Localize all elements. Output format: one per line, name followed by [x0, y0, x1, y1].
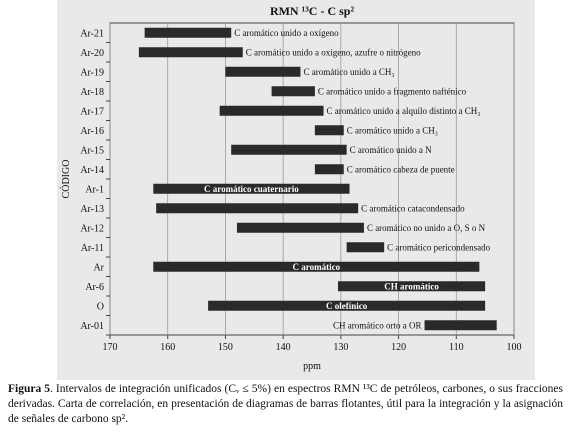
bar-label: C aromático cuaternario [203, 183, 299, 194]
bar-label: C aromático unido a CH₃ [303, 66, 395, 77]
y-tick-label: Ar-13 [80, 203, 104, 215]
range-bar [315, 164, 344, 174]
range-bar [220, 106, 324, 116]
range-bar [347, 242, 385, 252]
figure-caption [8, 382, 563, 427]
y-tick-label: Ar [93, 262, 104, 274]
y-tick-label: Ar-15 [80, 145, 104, 157]
bar-label: C aromático [292, 261, 341, 272]
y-tick-label: Ar-11 [80, 242, 104, 254]
y-tick-label: Ar-20 [80, 47, 104, 59]
x-tick-label: 130 [333, 342, 349, 353]
bar-label: CH aromático [384, 281, 439, 292]
range-bar [272, 86, 315, 96]
bar-label: C aromático catacondensado [361, 203, 465, 214]
bar-label: C aromático unido a alquilo distinto a CH₃ [326, 105, 481, 116]
y-tick-label: O [96, 301, 104, 313]
y-tick-label: Ar-17 [80, 106, 104, 118]
bar-label: C aromático unido a oxígeno [234, 27, 339, 38]
chart-panel [57, 0, 535, 380]
range-bar [225, 67, 300, 77]
bar-label: C aromático unido a N [349, 144, 432, 155]
caption-text: . Intervalos de integración unificados (Cᵥ ≤ 5%) en espectros RMN ¹³C de petróleos, carbones, o sus fracciones derivadas. Carta de correlación, en presentación de diagramas de barras flotantes, útil para la integración y la asignación de señales de carbono sp². [8, 383, 563, 425]
bar-label: C aromático no unido a O, S o N [366, 222, 486, 233]
x-tick-label: 110 [448, 342, 464, 353]
bar-label: C aromático cabeza de puente [346, 164, 455, 175]
x-axis-label: ppm [303, 361, 321, 372]
x-tick-label: 150 [217, 342, 233, 353]
range-bar [425, 320, 497, 330]
y-tick-label: Ar-14 [80, 164, 104, 176]
range-bar [315, 125, 344, 135]
y-tick-label: Ar-1 [85, 184, 104, 196]
bar-label: C aromático unido a CH₃ [346, 125, 438, 136]
chart-title: RMN ¹³C - C sp² [269, 4, 355, 18]
caption-label: Figura 5 [8, 383, 51, 395]
x-tick-label: 140 [275, 342, 291, 353]
range-bar [237, 223, 364, 233]
x-tick-label: 160 [160, 342, 176, 353]
y-tick-label: Ar-01 [80, 320, 104, 332]
y-tick-label: Ar-6 [85, 281, 104, 293]
x-tick-label: 100 [506, 342, 522, 353]
range-bar [156, 203, 358, 213]
x-tick-label: 120 [391, 342, 407, 353]
range-bar [145, 28, 232, 38]
floating-bar-chart [57, 0, 535, 380]
y-tick-label: Ar-18 [80, 86, 104, 98]
x-tick-label: 170 [102, 342, 118, 353]
bar-label: C aromático unido a fragmento nafténico [317, 86, 467, 97]
y-tick-label: Ar-16 [80, 125, 104, 137]
bar-label: C aromático pericondensado [387, 242, 491, 253]
range-bar [139, 47, 243, 57]
y-tick-label: Ar-21 [80, 28, 104, 40]
bar-label: C aromático unido a oxígeno, azufre o nitrógeno [245, 47, 421, 58]
y-tick-label: Ar-19 [80, 67, 104, 79]
y-axis-label: CÓDIGO [61, 159, 72, 199]
y-tick-label: Ar-12 [80, 223, 104, 235]
bar-label: C olefínico [326, 300, 368, 311]
range-bar [231, 145, 346, 155]
bar-label: CH aromático orto a OR [333, 320, 422, 331]
